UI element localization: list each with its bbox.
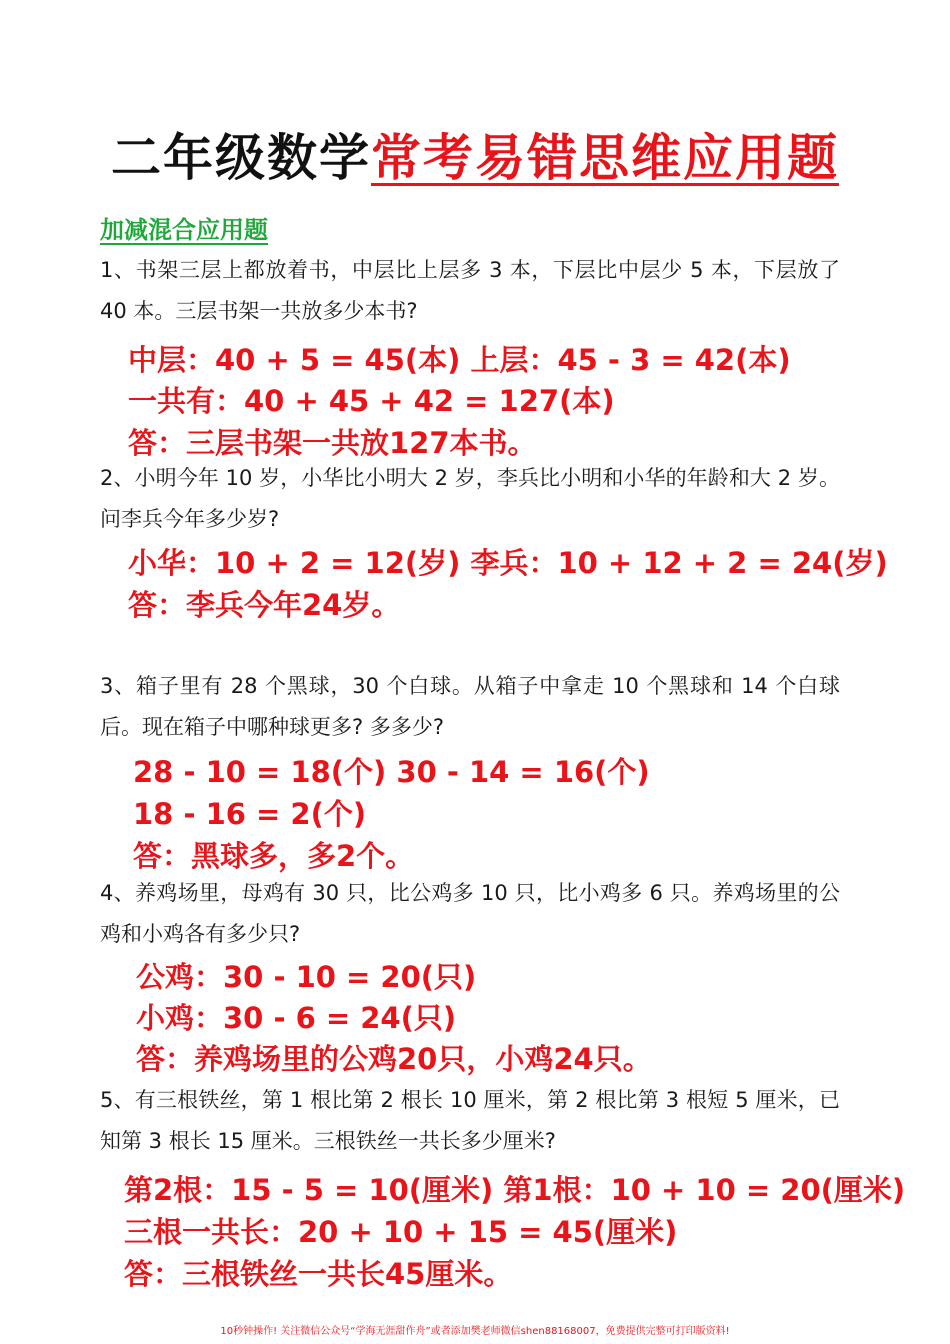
answer-2-line-1: 小华：10 + 2 = 12(岁) 李兵：10 + 12 + 2 = 24(岁) bbox=[128, 546, 888, 580]
answer-4-line-1: 公鸡：30 - 10 = 20(只) bbox=[136, 960, 477, 994]
page-title bbox=[0, 118, 950, 190]
title-part1: 二年级数学 bbox=[111, 129, 371, 187]
answer-5-line-3: 答：三根铁丝一共长45厘米。 bbox=[124, 1257, 513, 1291]
footer-note: 10秒钟操作! 关注微信公众号“学海无涯甜作舟”或者添加樊老师微信shen88168007，免费提供完整可打印版资料! bbox=[220, 1326, 730, 1337]
answer-5-line-2: 三根一共长：20 + 10 + 15 = 45(厘米) bbox=[124, 1215, 678, 1249]
question-4: 4、养鸡场里，母鸡有 30 只，比公鸡多 10 只，比小鸡多 6 只。养鸡场里的公鸡和小鸡各有多少只? bbox=[100, 881, 840, 946]
answer-3-line-2: 18 - 16 = 2(个) bbox=[133, 797, 367, 831]
question-2: 2、小明今年 10 岁，小华比小明大 2 岁，李兵比小明和小华的年龄和大 2 岁。问李兵今年多少岁? bbox=[100, 466, 840, 531]
answer-4-line-2: 小鸡：30 - 6 = 24(只) bbox=[136, 1001, 457, 1035]
answer-1-line-2: 一共有：40 + 45 + 42 = 127(本) bbox=[128, 384, 615, 418]
question-1: 1、书架三层上都放着书，中层比上层多 3 本，下层比中层少 5 本，下层放了 40 本。三层书架一共放多少本书? bbox=[100, 258, 840, 323]
answer-3-line-1: 28 - 10 = 18(个) 30 - 14 = 16(个) bbox=[133, 755, 650, 789]
answer-3-line-3: 答：黑球多，多2个。 bbox=[133, 839, 415, 873]
answer-4-line-3: 答：养鸡场里的公鸡20只，小鸡24只。 bbox=[136, 1042, 652, 1076]
answer-5-line-1: 第2根：15 - 5 = 10(厘米) 第1根：10 + 10 = 20(厘米) bbox=[124, 1173, 906, 1207]
section-heading: 加减混合应用题 bbox=[100, 216, 268, 244]
question-5: 5、有三根铁丝，第 1 根比第 2 根长 10 厘米，第 2 根比第 3 根短 5 厘米，已知第 3 根长 15 厘米。三根铁丝一共长多少厘米? bbox=[100, 1088, 840, 1153]
answer-1-line-1: 中层：40 + 5 = 45(本) 上层：45 - 3 = 42(本) bbox=[128, 343, 791, 377]
question-3: 3、箱子里有 28 个黑球，30 个白球。从箱子中拿走 10 个黑球和 14 个白球后。现在箱子中哪种球更多? 多多少? bbox=[100, 674, 840, 739]
answer-1-line-3: 答：三层书架一共放127本书。 bbox=[128, 426, 537, 460]
answer-2-line-2: 答：李兵今年24岁。 bbox=[128, 588, 401, 622]
title-part2: 常考易错思维应用题 bbox=[371, 129, 839, 187]
